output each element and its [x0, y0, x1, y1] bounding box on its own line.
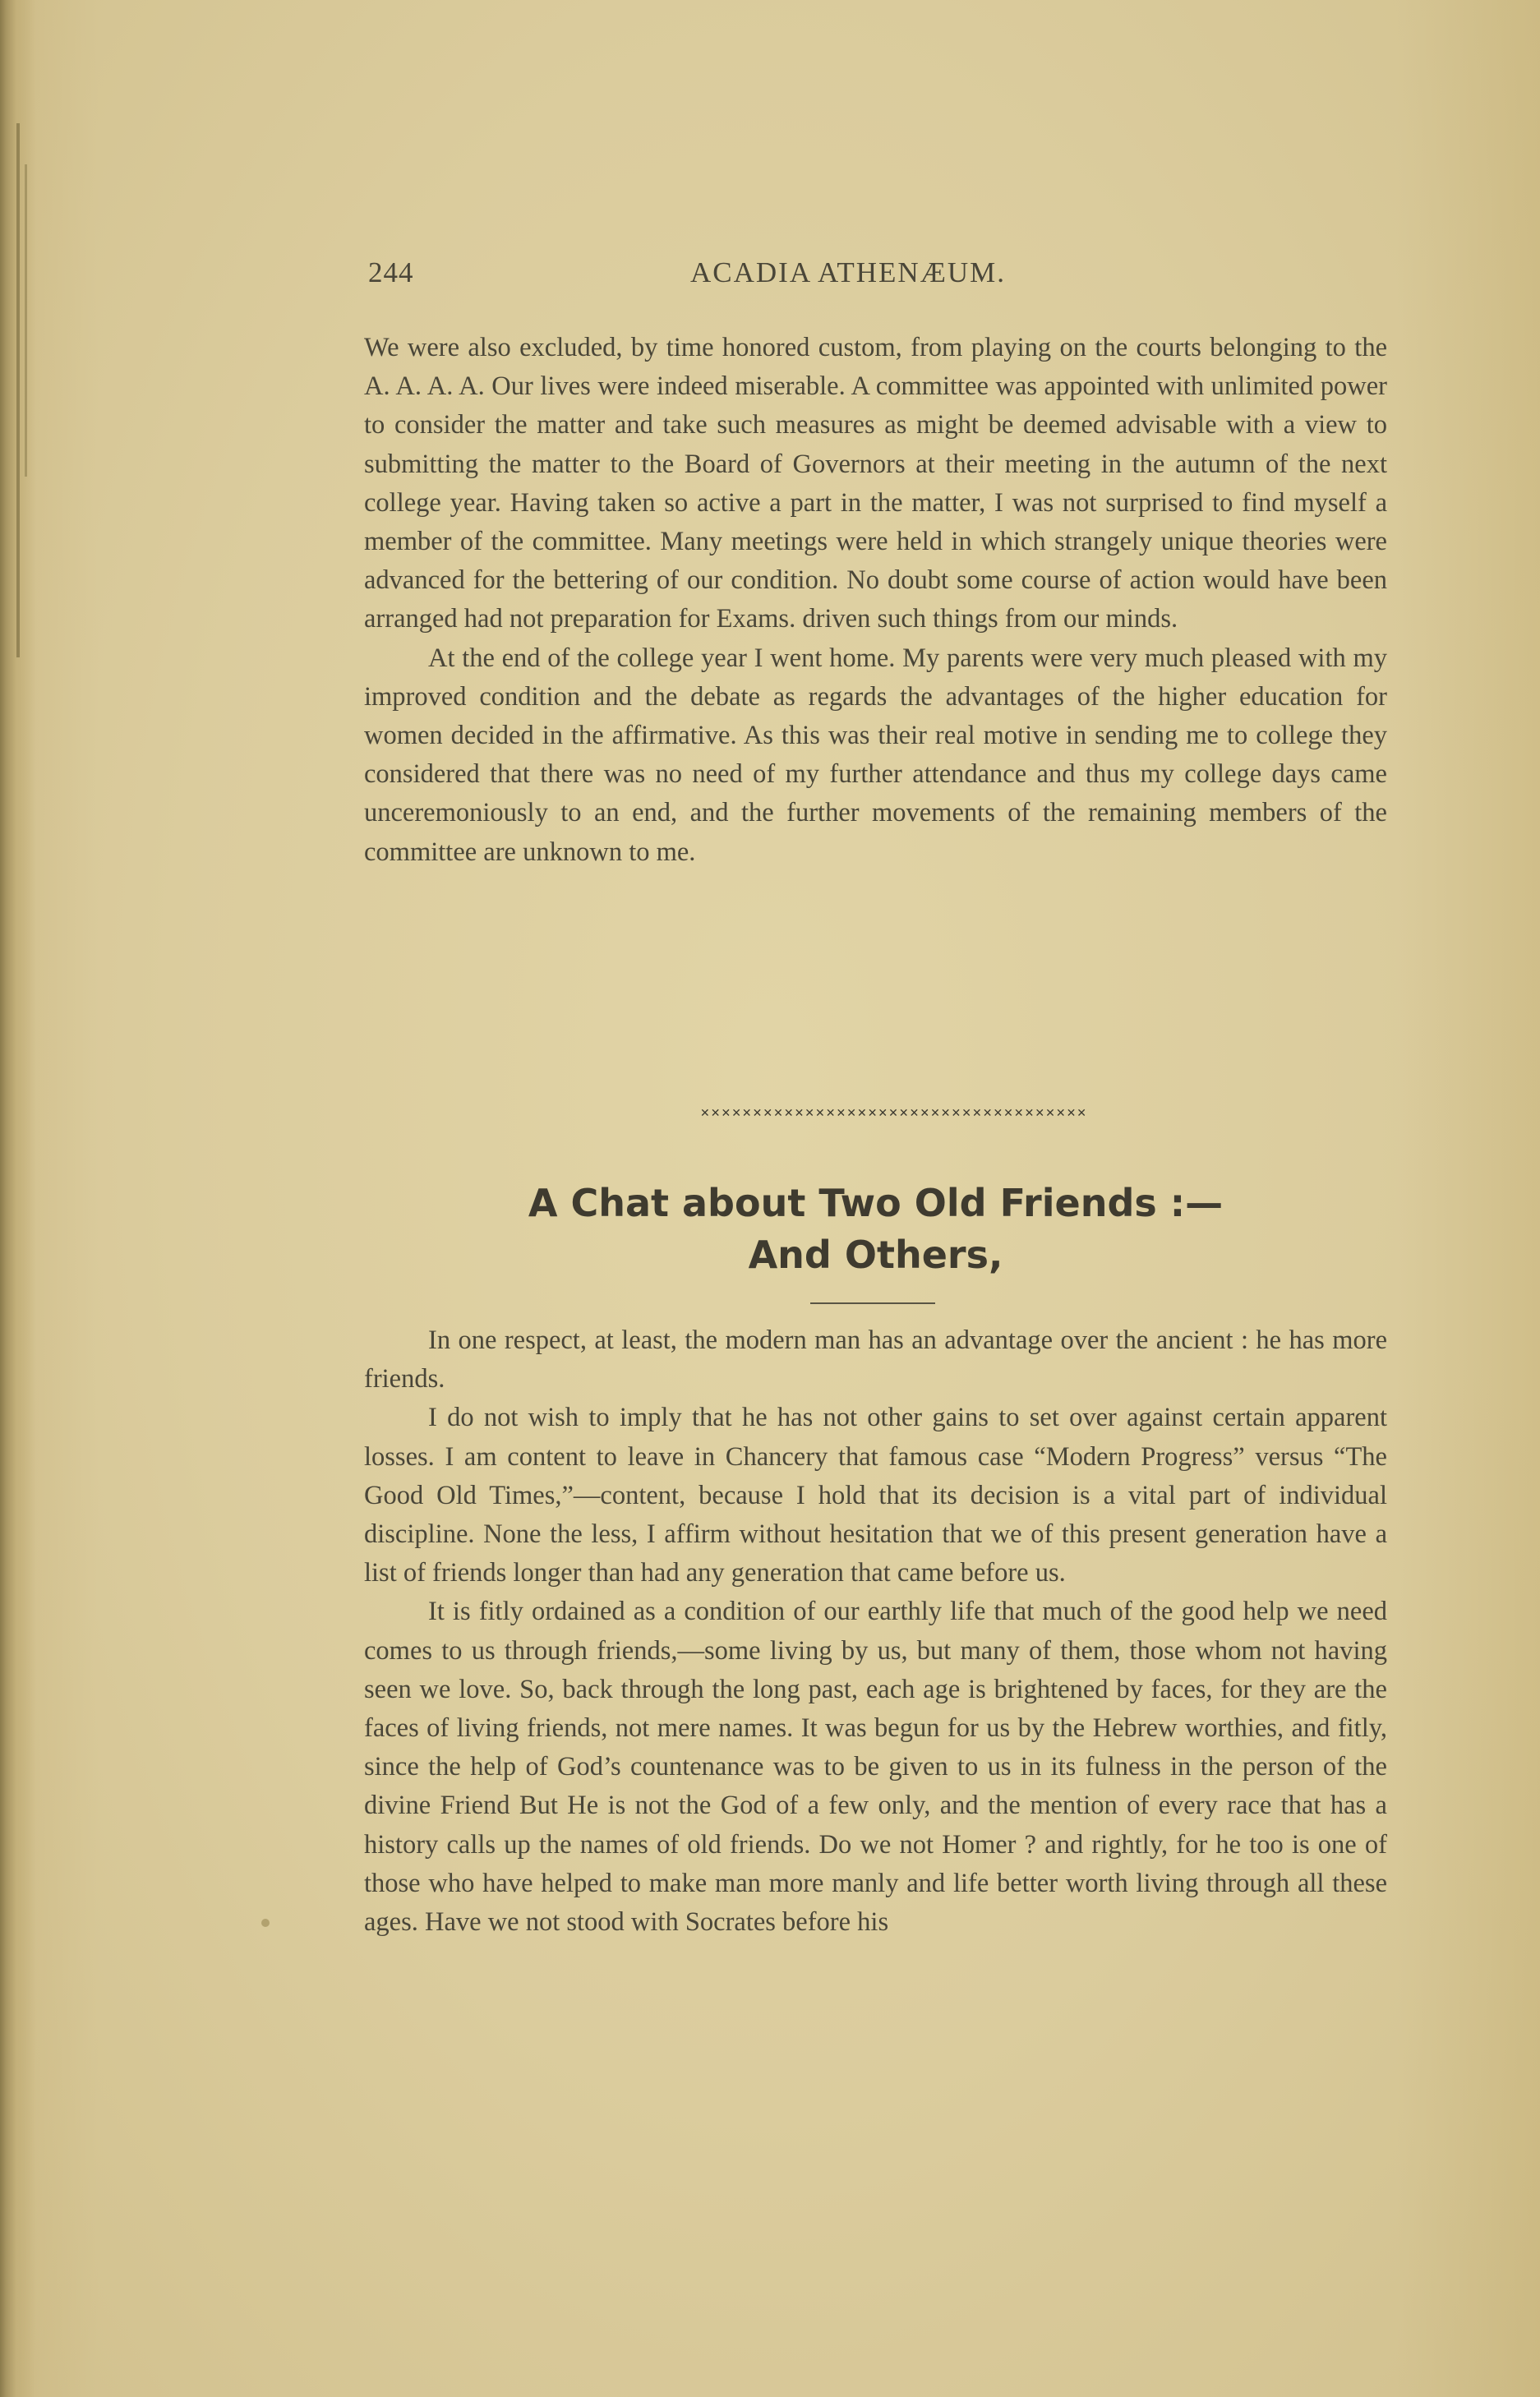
article-subtitle: And Others, [748, 1233, 1003, 1277]
section-continued-text [364, 329, 1387, 872]
article-body [364, 1321, 1387, 1942]
paragraph: It is fitly ordained as a condition of our earthly life that much of the good help we need comes to us through friends,—some living by us, but many of them, those whom not having seen we love. So, back through the long past, each age is brightened by faces, for they are the faces of living friends, not mere names. It was begun for us by the Hebrew worthies, and fitly, since the help of God’s countenance was to be given to us in its fulness in the person of the divine Friend But He is not the God of a few only, and the mention of every race that has a history calls up the names of old friends. Do we not Homer ? and rightly, for he too is one of those who have helped to make man more manly and life better worth living through all these ages. Have we not stood with Socrates before his [364, 1597, 1387, 1938]
paragraph: At the end of the college year I went home. My parents were very much pleased with my improved condition and the debate as regards the advantages of the higher education for women decided in the affirmative. As this was their real motive in sending me to college they considered that there was no need of my further attendance and thus my college days came unceremoniously to an end, and the further movements of the remaining members of the committee are unknown to me. [364, 643, 1387, 867]
running-head [368, 256, 1387, 297]
paragraph: In one respect, at least, the modern man has an advantage over the ancient : he has more friends. [364, 1325, 1387, 1394]
paper-speck [261, 1919, 270, 1927]
decorative-divider: ✕✕✕✕✕✕✕✕✕✕✕✕✕✕✕✕✕✕✕✕✕✕✕✕✕✕✕✕✕✕✕✕✕✕✕✕✕ [700, 1107, 1088, 1120]
page-number: 244 [368, 256, 414, 288]
paragraph: I do not wish to imply that he has not other gains to set over against certain apparent losses. I am content to leave in Chancery that famous case “Modern Progress” versus “The Good Old Times,”—content, because I hold that its decision is a vital part of individual discipline. None the less, I affirm without hesitation that we of this present generation have a list of friends longer than had any generation that came before us. [364, 1403, 1387, 1588]
paragraph: We were also excluded, by time honored custom, from playing on the courts belonging to the A. A. A. A. Our lives were indeed miserable. A committee was appointed with unlimited power to consider the matter and take such measures as might be deemed advisable with a view to submitting the matter to the Board of Governors at their meeting in the autumn of the next college year. Having taken so active a part in the matter, I was not surprised to find myself a member of the committee. Many meetings were held in which strangely unique theories were advanced for the bettering of our condition. No doubt some course of action would have been arranged had not preparation for Exams. driven such things from our minds. [364, 333, 1387, 634]
binding-shadow-inner [25, 164, 27, 477]
binding-shadow [16, 123, 20, 657]
title-rule [810, 1302, 935, 1304]
article-title: A Chat about Two Old Friends :— [528, 1181, 1224, 1225]
journal-title: ACADIA ATHENÆUM. [690, 256, 1006, 288]
